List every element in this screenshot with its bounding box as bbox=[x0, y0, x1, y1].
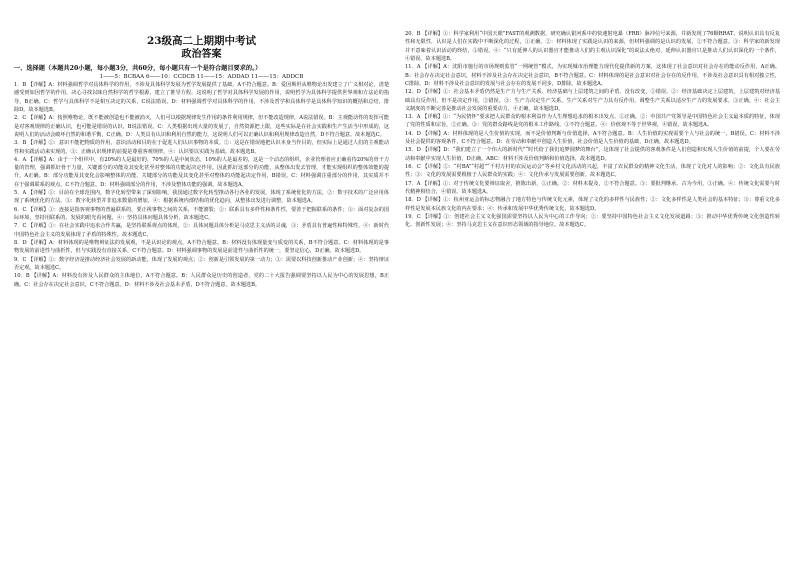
explanation-paragraph: 2．C 【详解】A：按照唯物论，既不能被创造也不能被消灭，人们可以根据规律发生作用的条件利用规律，但不能改造规律，A说法错误。B：主观能动性的发挥可能是对客观规律的正确认识，也可能是错误的认识，B说法错误。C：人类根据出现大量的发展了，自然资源把上限，这些实际是在社会实践和生产生活当中形成的，这说明人们的活动会破坏自然的和谐平衡，C正确。D：人类具有认识和利用自然的能力，这说明人们可以正确认识和利用规律改造自然，D不符合题意。故本题选C。 bbox=[14, 115, 389, 138]
explanation-paragraph: 7．C 【详解】①：在社会实践中追求合作共赢，是坚持联系观点的体现，②：具体问题具体分析是马克思主义活的灵魂，③：矛盾具有普遍性和特殊性，④：新时代中国特色社会主义的发展体现了矛盾的特殊性。故本题选C。 bbox=[14, 223, 389, 238]
explanation-paragraph: 18．D 【详解】①：杭州亚运会的标志物融合了地方特色与传统文化元素，体现了文化的多样性与民族性；②：文化多样性是人类社会的基本特征；③：尊重文化多样性是发展本民族文化的内在要求；④：传承和发展中华优秀传统文化。故本题选D。 bbox=[405, 197, 780, 212]
explanation-paragraph: 1．B 【详解】A：材料强调哲学对具体科学的作用，不涉及具体科学发展为哲学发展提供了基础，A不符合题意。B：爱因斯坦从唯物论出发建立了广义相对论，清楚感受到如因哲学的作用，决心寻找以昧自然科学的哲学根源，建立了推导方程，这说明了哲学对具体科学发展的作用，说明哲学为具体科学提供世界观和方法论的指导，B正确。C：哲学与具体科学不是相互决定的关系，C说法错误。D：材料强调哲学对具体科学的作用，不涉及哲学和具体科学是具体科学知识的概括和总结，排除D。故本题选B。 bbox=[14, 82, 389, 113]
explanation-paragraph: 10．B 【详解】A：材料没有涉及人民群众的主体地位，A不符合题意。B：人民群众是历史的创造者，党的二十大报告强调要坚持以人民为中心的发展思想，B正确。C：社会存在决定社会意识，C不符合题意。D：材料不涉及社会基本矛盾，D不符合题意。故本题选B。 bbox=[14, 273, 389, 288]
explanation-paragraph: 13．A 【详解】①：“为民情怀”要求把人民群众的根本利益作为人生理想追求的根本出发点，①正确。②：中国共产党领导是中国特色社会主义最本质的特征，体现了党的性质和宗旨，②正确。③：党的群众路线是党的根本工作路线，③不符合题意。④：价值观不等于世界观，④错误。故本题选A。 bbox=[405, 114, 780, 129]
explanation-paragraph: 17．A 【详解】①：对于传统文化要辩证取舍，推陈出新，①正确。②：材料未提及，②不符合题意。③：要批判继承，古为今用，③正确。④：传统文化需要与时代精神相结合，④错误。故本题选A。 bbox=[405, 180, 780, 195]
explanation-paragraph: 20．B 【详解】①：科学家利用“中国天眼”FAST的观测数据，研究确认银河系中的快速射电暴（FRB）脉冲信号来源，并新发现了76颗RRAT，说明认识具有反复性和无限性，认识是人们在实践中不断深化的过程，①正确。②：材料体现了实践是认识的来源，但材料强调的是认识的发展，②不符合题意。③：科学家的新发现并不意味着认识活动的终结，③错误。④：“只有延伸人的认识器官才能推动人们的主观认识深化”的说法太绝对，延伸认识器官只是推动人们认识深化的一个条件，④错误。故本题选B。 bbox=[405, 31, 780, 62]
explanation-paragraph: 16．C 【详解】①：“村BA”“村超”“千村万村的农民运动会”等乡村文化活动的兴起，丰富了农民群众的精神文化生活，体现了文化对人的影响；②：文化具有民族性；③：文化的发展需要根植于人民群众的实践；④：文化传承与发展需要创新。故本题选C。 bbox=[405, 164, 780, 179]
explanation-paragraph: 5．A 【详解】①：目前在全球范围内，数字化转型带来了深刻影响，我国通过数字化转型推动各行各业的发展，体现了系统优化的方法，②：数字技术的广泛应用体现了系统优化的方法。③：数字化转型并非追求数量的增加，④：根据系统内部结构的优化趋向，从整体出发进行调整。故本题选A。 bbox=[14, 190, 389, 205]
explanation-paragraph: 19．C 【详解】①：创建社会主义文化强国需要坚持以人民为中心的工作导向；②：要坚持中国特色社会主义文化发展道路；③：推动中华优秀传统文化创造性转化、创新性发展；④：坚持马克思主义在意识形态领域的指导地位。故本题选C。 bbox=[405, 213, 780, 229]
explanation-paragraph: 4．A 【详解】A：由于一个组织中，有20%的人是最好的，70%的人是中间状态，10%的人是最差的，这是一个动态的组织，企业管理者应正确看待20%的骨干力量的管理，强调抓好骨干力量，关键部分的功能及其变化甚至对整体的功能起决定作用。因此抓好这部分的功能，从整体出发去管理，才能实现组织的整体效能的提升，A正确。B：部分功能及其变化会影响整体的功能，关键部分的功能及其变化甚至对整体的功能起决定作用，B错误。C：材料强调注重部分的作用，其实质并不在于强调联系的观点，C不符合题意。D：材料强调部分的作用，不涉及整体功能的强调。故本题选A。 bbox=[14, 156, 389, 188]
answer-key-line: 1——5：BCBAA 6——10：CCDCB 11——15：ADDAD 11——15：ADDCB bbox=[99, 74, 304, 80]
section-heading: 一、选择题（本题共20小题，每小题3分，共60分，每小题只有一个是符合题目要求的。） bbox=[14, 65, 262, 72]
left-column bbox=[14, 30, 389, 554]
explanation-paragraph: 11．A 【详解】A：沈阳市施行的市场规则监管“一网统管”模式，为实现城市治理能力现代化提供新的方案，这体现了社会意识对社会存在的能动反作用，A正确。B：社会存在决定社会意识，材料不涉及社会存在决定社会意识，B不符合题意。C：材料体现的是社会意识对社会存在的反作用，不涉及社会意识具有相对独立性，C排除。D：材料不涉及社会意识的发展与社会存在的发展不同步，D排除。故本题选A。 bbox=[405, 64, 780, 87]
exam-subtitle: 政治答案 bbox=[181, 49, 222, 60]
explanation-paragraph: 15．D 【详解】D：“我们建立了一个伟大的新时代”“时代给了我们追梦圆梦的舞台”，这体现了社会提供的客观条件是人们创造和实现人生价值的前提，个人要在劳动和奉献中实现人生价值，D正确。ABC：材料不涉及价值判断和价值选择，故本题选D。 bbox=[405, 147, 780, 162]
right-column bbox=[405, 30, 780, 554]
explanation-paragraph: 3．B 【详解】①：意识不能把物质的作用，意识活动和目的在于促进人们认识事物的本质。②：这是在错误地把认识本身当作目的，但实际上是通过人们的主观能动性和实践活动来实现的。③：正确认识规律的前提是尊重客观规律，④：认识要以实践为基础。故本题选B。 bbox=[14, 140, 389, 155]
explanation-paragraph: 8．D 【详解】A：材料体现的是唯物辩证法的发展观，不是认识论的观点，A不符合题意。B：材料没有体现量变与质变的关系，B不符合题意。C：材料体现的是事物发展的前进性与曲折性，但与实践没有直接关系，C不符合题意。D：材料强调事物的发展是前进性与曲折性的统一，要坚定信心，D正确。故本题选D。 bbox=[14, 239, 389, 255]
explanation-paragraph: 6．C 【详解】①：连接是指客观事物的普遍联系的，要正视事物之间的关系，不能割裂；②：联系具有多样性和条件性，要善于把握联系的条件；③：面对复杂的国际环境，坚持用联系的、发展的眼光看问题，④：坚持具体问题具体分析，故本题选C。 bbox=[14, 206, 389, 221]
exam-title: 23级高二上期期中考试 bbox=[146, 35, 257, 47]
explanation-paragraph: 12．D 【详解】①：社会基本矛盾仍然是生产力与生产关系、经济基础与上层建筑之间的矛盾，没有改变，①错误。②：经济基础决定上层建筑，上层建筑对经济基础具有反作用，但不是决定作用，②错误。③：生产力决定生产关系，生产关系对生产力具有反作用，调整生产关系以适应生产力的发展要求，③正确。④：社会主义制度的不断完善是推动社会发展的重要动力，④正确。故本题选D。 bbox=[405, 89, 780, 112]
explanation-paragraph: 14．D 【详解】A：材料体现的是人生价值的实现，而不是价值判断与价值选择，A不符合题意。B：人生价值的实现需要个人与社会的统一，B错误。C：材料不涉及社会提供的客观条件，C不符合题意。D：在劳动和奉献中创造人生价值，社会价值是人生价值的基础，D正确。故本题选D。 bbox=[405, 130, 780, 146]
explanation-paragraph: 9．C 【详解】①：数字经济是推动经济社会发展的新动能，体现了发展的观点；②：创新是引领发展的第一动力；③：需要以科技创新推动产业创新；④：坚持辩证否定观。故本题选C。 bbox=[14, 256, 389, 271]
